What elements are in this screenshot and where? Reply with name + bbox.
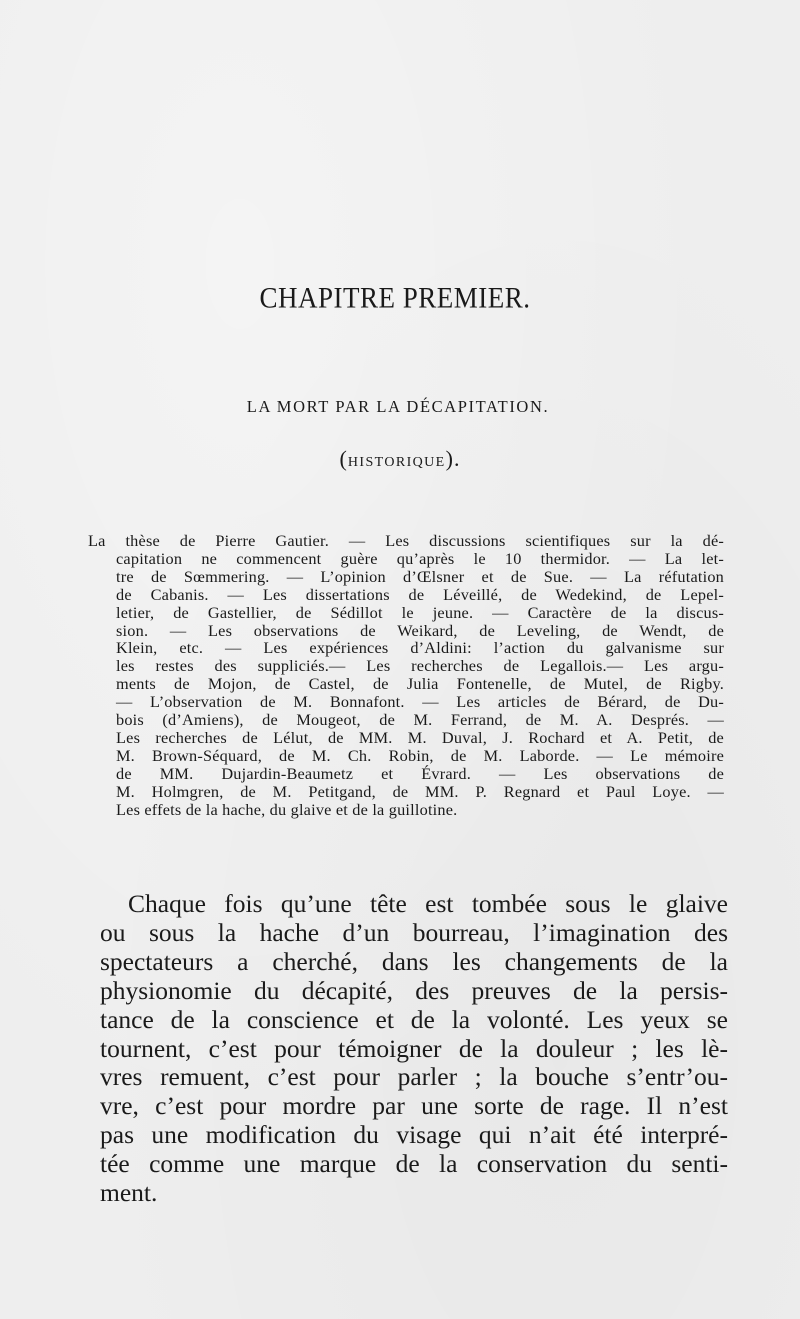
body-line: Chaque fois qu’une tête est tombée sous le glaive [128,889,728,918]
subtitle-open-paren: ( [339,446,348,471]
summary-line: La thèse de Pierre Gautier. — Les discussions scientifiques sur la dé- [88,531,724,550]
body-line: tournent, c’est pour témoigner de la douleur ; les lè- [100,1033,728,1063]
chapter-title: CHAPITRE PREMIER. [259,281,531,315]
body-line: pas une modification du visage qui n’ait été interpré- [100,1120,728,1150]
summary-line: M. Holmgren, de M. Petitgand, de MM. P. Regnard et Paul Loye. — [116,781,724,801]
body-line: vres remuent, c’est pour parler ; la bouche s’entr’ou- [100,1062,728,1092]
body-line: spectateurs a cherché, dans les changements de la [100,946,728,976]
body-line: ou sous la hache d’un bourreau, l’imagination des [100,917,728,947]
summary-line: de MM. Dujardin-Beaumetz et Évrard. — Les observations de [116,763,724,783]
body-line: tance de la conscience et de la volonté. Les yeux se [100,1004,728,1034]
subtitle-text: HISTORIQUE [347,455,446,470]
summary-line: Les recherches de Lélut, de MM. M. Duval, J. Rochard et A. Petit, de [116,727,724,747]
summary-line: letier, de Gastellier, de Sédillot le jeune. — Caractère de la discus- [116,602,724,622]
body-line: physionomie du décapité, des preuves de la persis- [100,975,728,1005]
summary-line: ments de Mojon, de Castel, de Julia Fontenelle, de Mutel, de Rigby. [116,674,724,694]
summary-line: de Cabanis. — Les dissertations de Léveillé, de Wedekind, de Lepel- [116,584,724,604]
summary-line: bois (d’Amiens), de Mougeot, de M. Ferrand, de M. A. Després. — [116,710,724,730]
subtitle-close-paren: ). [445,446,461,471]
section-subtitle [0,446,800,472]
section-title: LA MORT PAR LA DÉCAPITATION. [246,397,550,416]
summary-line: sion. — Les observations de Weikard, de Leveling, de Wendt, de [116,620,724,640]
summary-line: Les effets de la hache, du glaive et de la guillotine. [116,799,458,819]
summary-line: les restes des suppliciés.— Les recherches de Legallois.— Les argu- [116,656,724,676]
body-line: ment. [100,1178,158,1208]
summary-line: Klein, etc. — Les expériences d’Aldini: l’action du galvanisme sur [116,638,724,658]
summary-line: M. Brown-Séquard, de M. Ch. Robin, de M. Laborde. — Le mémoire [116,745,724,765]
summary-line: capitation ne commencent guère qu’après le 10 thermidor. — La let- [116,548,724,568]
body-line: tée comme une marque de la conservation du senti- [100,1149,728,1179]
body-line: vre, c’est pour mordre par une sorte de rage. Il n’est [100,1091,728,1121]
summary-line: tre de Sœmmering. — L’opinion d’Œlsner et de Sue. — La réfutation [116,566,724,586]
body-paragraph [100,890,728,1208]
chapter-summary [88,532,724,819]
summary-line: — L’observation de M. Bonnafont. — Les articles de Bérard, de Du- [116,692,724,712]
